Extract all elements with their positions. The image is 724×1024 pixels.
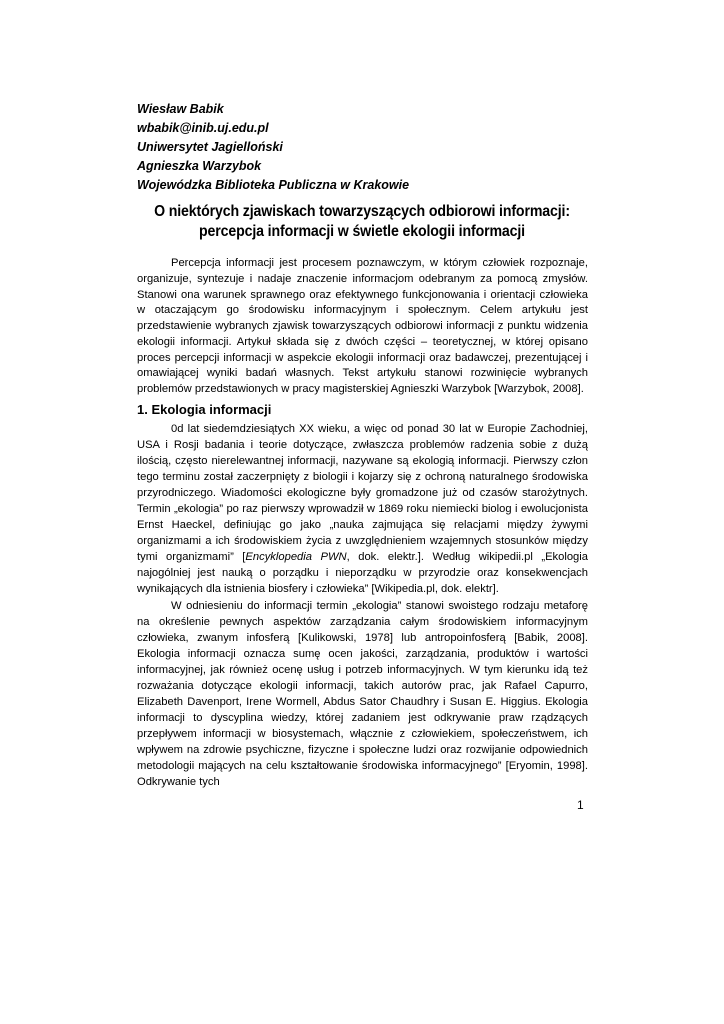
abstract-paragraph: Percepcja informacji jest procesem poznawczym, w którym człowiek rozpoznaje, organizuje, syntezuje i nadaje znaczenie informacjom odebranym za pomocą zmysłów. Stanowi ona warunek sprawnego oraz efektywnego funkcjonowania i orientacji człowieka w otaczającym go środowisku informacyjnym i społecznym. Celem artykułu jest przedstawienie wybranych zjawisk towarzyszących odbiorowi informacji z punktu widzenia ekologii informacji. Artykuł składa się z dwóch części – teoretycznej, w której opisano proces percepcji informacji w aspekcie ekologii informacji oraz badawczej, prezentującej i omawiającej wyniki badań własnych. Tekst artykułu stanowi rozwinięcie wybranych problemów przedstawionych w pracy magisterskiej Agnieszki Warzybok [Warzybok, 2008]. [137, 257, 588, 395]
author-name-1: Wiesław Babik [137, 102, 224, 116]
paper-title-line-1: O niektórych zjawiskach towarzyszących odbiorowi informacji: [154, 203, 570, 220]
paper-title-line-2: percepcja informacji w świetle ekologii informacji [199, 223, 525, 240]
paragraph-1-text-b: , dok. elektr.]. Według wikipedii.pl „Ekologia najogólniej jest nauką o porządku i nieporządku w przyrodzie oraz konsekwencjach wynikających dla istnienia biosfery i człowieka” [Wikipedia.pl, dok. elektr]. [137, 551, 588, 596]
body-text [137, 421, 588, 790]
author-affiliation-1: Uniwersytet Jagielloński [137, 140, 283, 154]
paragraph-1-text-a: 0d lat siedemdziesiątych XX wieku, a więc od ponad 30 lat w Europie Zachodniej, USA i Rosji badania i teorie dotyczące, zwłaszcza problemów radzenia sobie z dużą ilością, często nierelewantnej informacji, nazywane są ekologią informacji. Pierwszy człon tego terminu został zaczerpnięty z biologii i kojarzy się z ochroną naturalnego środowiska przyrodniczego. Wiadomości ekologiczne były gromadzone już od czasów starożytnych. Termin „ekologia” po raz pierwszy wprowadził w 1869 roku niemiecki biolog i ewolucjonista Ernst Haeckel, definiując go jako „nauka zajmująca się relacjami między żywymi organizmami a ich środowiskiem życia z uwzględnieniem wzajemnych stosunków między tymi organizmami” [ [137, 423, 588, 564]
author-name-2: Agnieszka Warzybok [137, 159, 262, 173]
paper-title [149, 202, 576, 242]
author-affiliation-2: Wojewódzka Biblioteka Publiczna w Krakowie [137, 178, 410, 192]
author-block [137, 100, 597, 195]
body-paragraph-1 [137, 421, 588, 598]
author-email: wbabik@inib.uj.edu.pl [137, 121, 269, 135]
section-heading: 1. Ekologia informacji [137, 402, 272, 417]
abstract [137, 256, 588, 398]
page-number: 1 [577, 798, 584, 812]
paragraph-1-italic-citation: Encyklopedia PWN [245, 551, 347, 564]
body-paragraph-2: W odniesieniu do informacji termin „ekologia” stanowi swoistego rodzaju metaforę na określenie pewnych aspektów zarządzania całym środowiskiem informacyjnym człowieka, zwanym infosferą [Kulikowski, 1978] lub antropoinfosferą [Babik, 2008]. Ekologia informacji oznacza sumę ocen jakości, zarządzania, produktów i wartości informacyjnej, jak również ocenę usług i potrzeb informacyjnych. W tym kierunku idą też rozważania dotyczące ekologii informacji, takich autorów prac, jak Rafael Capurro, Elizabeth Davenport, Irene Wormell, Abdus Sator Chaudhry i Susan E. Higgius. Ekologia informacji to dyscyplina wiedzy, której zadaniem jest odkrywanie praw rządzących przepływem informacji w biosystemach, włącznie z człowiekiem, społeczeństwem, ich wpływem na zdrowie psychiczne, fizyczne i społeczne ludzi oraz rozwijanie odpowiednich metodologii mających na celu kształtowanie środowiska informacyjnego” [Eryomin, 1998]. Odkrywanie tych [137, 599, 588, 789]
